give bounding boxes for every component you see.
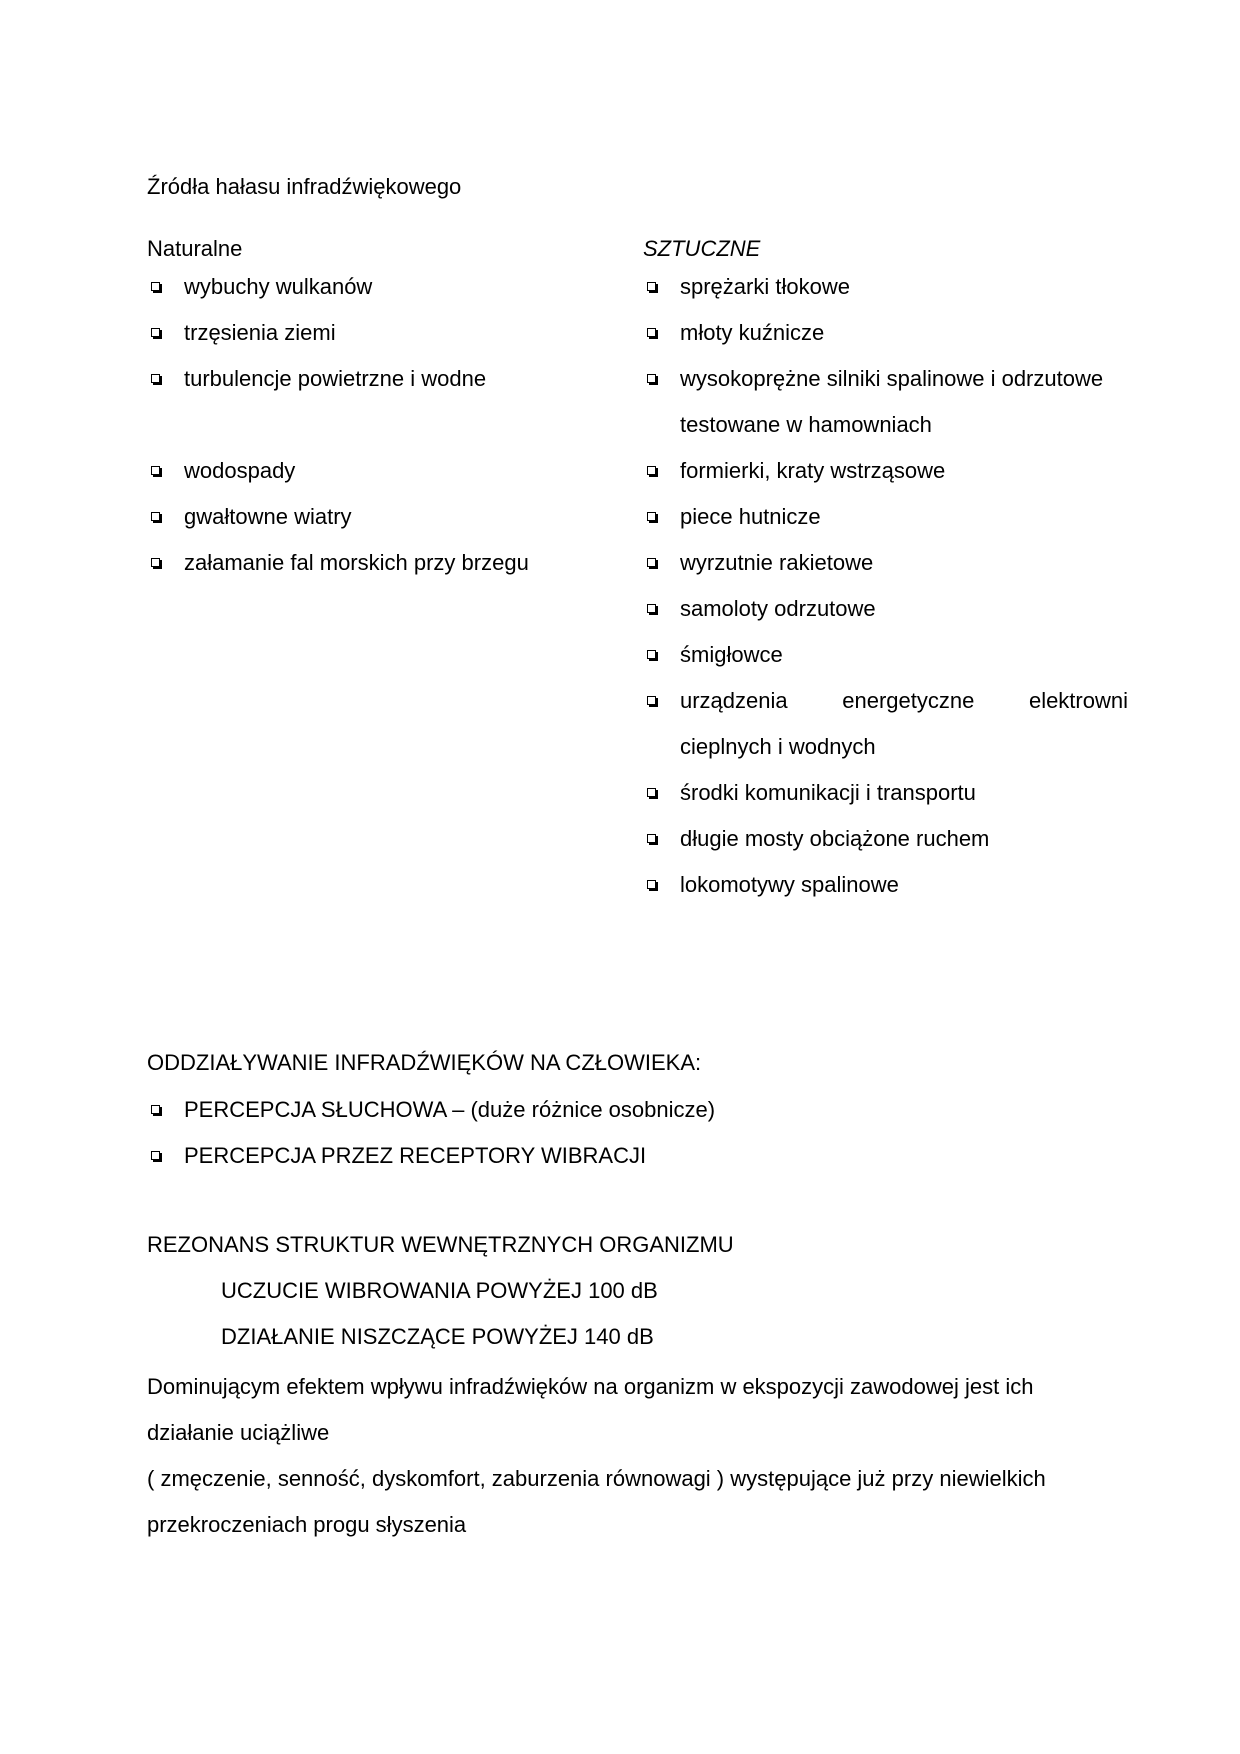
checkbox-bullet-icon <box>151 512 160 521</box>
list-item: turbulencje powietrzne i wodne <box>147 356 587 402</box>
paragraph-line: przekroczeniach progu słyszenia <box>147 1512 467 1537</box>
resonance-heading: REZONANS STRUKTUR WEWNĘTRZNYCH ORGANIZMU <box>147 1232 734 1257</box>
checkbox-bullet-icon <box>647 282 656 291</box>
list-item: trzęsienia ziemi <box>147 310 587 356</box>
list-item: sprężarki tłokowe <box>643 264 1128 310</box>
natural-sources-list <box>147 264 587 586</box>
resonance-line: DZIAŁANIE NISZCZĄCE POWYŻEJ 140 dB <box>221 1324 654 1349</box>
checkbox-bullet-icon <box>647 696 656 705</box>
checkbox-bullet-icon <box>647 466 656 475</box>
list-item: gwałtowne wiatry <box>147 494 587 540</box>
effects-heading: ODDZIAŁYWANIE INFRADŹWIĘKÓW NA CZŁOWIEKA: <box>147 1050 702 1075</box>
checkbox-bullet-icon <box>151 558 160 567</box>
list-item: wybuchy wulkanów <box>147 264 587 310</box>
checkbox-bullet-icon <box>647 788 656 797</box>
resonance-line: UCZUCIE WIBROWANIA POWYŻEJ 100 dB <box>221 1278 658 1303</box>
list-item: PERCEPCJA PRZEZ RECEPTORY WIBRACJI <box>147 1133 947 1179</box>
list-item: wodospady <box>147 448 587 494</box>
list-item: wysokoprężne silniki spalinowe i odrzutowe <box>643 356 1128 402</box>
list-item: formierki, kraty wstrząsowe <box>643 448 1128 494</box>
checkbox-bullet-icon <box>647 328 656 337</box>
checkbox-bullet-icon <box>647 374 656 383</box>
natural-heading: Naturalne <box>147 236 243 261</box>
list-item: piece hutnicze <box>643 494 1128 540</box>
paragraph-line: Dominującym efektem wpływu infradźwięków na organizm w ekspozycji zawodowej jest ich <box>147 1374 1034 1399</box>
list-spacer <box>147 402 587 448</box>
checkbox-bullet-icon <box>647 512 656 521</box>
list-item: wyrzutnie rakietowe <box>643 540 1128 586</box>
list-item: długie mosty obciążone ruchem <box>643 816 1128 862</box>
list-item: załamanie fal morskich przy brzegu <box>147 540 587 586</box>
paragraph-line: działanie uciążliwe <box>147 1420 330 1445</box>
paragraph-line: ( zmęczenie, senność, dyskomfort, zaburzenia równowagi ) występujące już przy niewielkich <box>147 1466 1046 1491</box>
list-item: środki komunikacji i transportu <box>643 770 1128 816</box>
artificial-sources-list <box>643 264 1128 908</box>
effects-list <box>147 1087 947 1179</box>
checkbox-bullet-icon <box>647 650 656 659</box>
checkbox-bullet-icon <box>647 834 656 843</box>
checkbox-bullet-icon <box>151 1105 160 1114</box>
list-item-continuation: testowane w hamowniach <box>680 412 932 437</box>
list-item: śmigłowce <box>643 632 1128 678</box>
list-item: młoty kuźnicze <box>643 310 1128 356</box>
checkbox-bullet-icon <box>647 880 656 889</box>
checkbox-bullet-icon <box>647 604 656 613</box>
list-item: urządzenia energetyczne elektrowni <box>643 678 1128 724</box>
checkbox-bullet-icon <box>151 466 160 475</box>
checkbox-bullet-icon <box>647 558 656 567</box>
checkbox-bullet-icon <box>151 374 160 383</box>
list-item: samoloty odrzutowe <box>643 586 1128 632</box>
list-item: lokomotywy spalinowe <box>643 862 1128 908</box>
list-item-continuation: cieplnych i wodnych <box>680 734 876 759</box>
checkbox-bullet-icon <box>151 282 160 291</box>
list-item: PERCEPCJA SŁUCHOWA – (duże różnice osobnicze) <box>147 1087 947 1133</box>
artificial-heading: SZTUCZNE <box>643 236 761 261</box>
checkbox-bullet-icon <box>151 328 160 337</box>
checkbox-bullet-icon <box>151 1151 160 1160</box>
page-title: Źródła hałasu infradźwiękowego <box>147 174 462 199</box>
body-paragraph <box>147 1364 1107 1548</box>
